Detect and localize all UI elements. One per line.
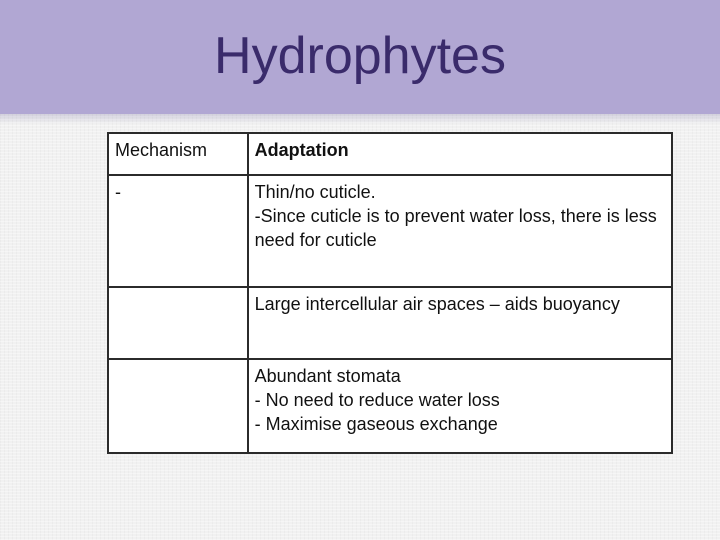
header-adaptation: Adaptation [248,133,672,175]
adaptation-table [107,132,673,454]
adaptation-cell [248,175,672,287]
slide-title: Hydrophytes [214,27,506,85]
mechanism-cell: - [108,175,248,287]
table-header-row [108,133,672,175]
adaptation-line: -Since cuticle is to prevent water loss, there is less need for cuticle [254,206,657,250]
adaptation-cell [248,287,672,359]
table-row [108,359,672,453]
table-row [108,175,672,287]
adaptation-line: Thin/no cuticle. [254,182,376,202]
title-band-shadow [0,114,720,124]
header-mechanism: Mechanism [108,133,248,175]
mechanism-cell [108,287,248,359]
adaptation-cell [248,359,672,453]
mechanism-cell [108,359,248,453]
adaptation-line: Large intercellular air spaces – aids buoyancy [254,294,620,314]
adaptation-line: Abundant stomata [254,366,401,386]
adaptation-line: - Maximise gaseous exchange [254,414,498,434]
adaptation-line: - No need to reduce water loss [254,390,500,410]
table-row [108,287,672,359]
